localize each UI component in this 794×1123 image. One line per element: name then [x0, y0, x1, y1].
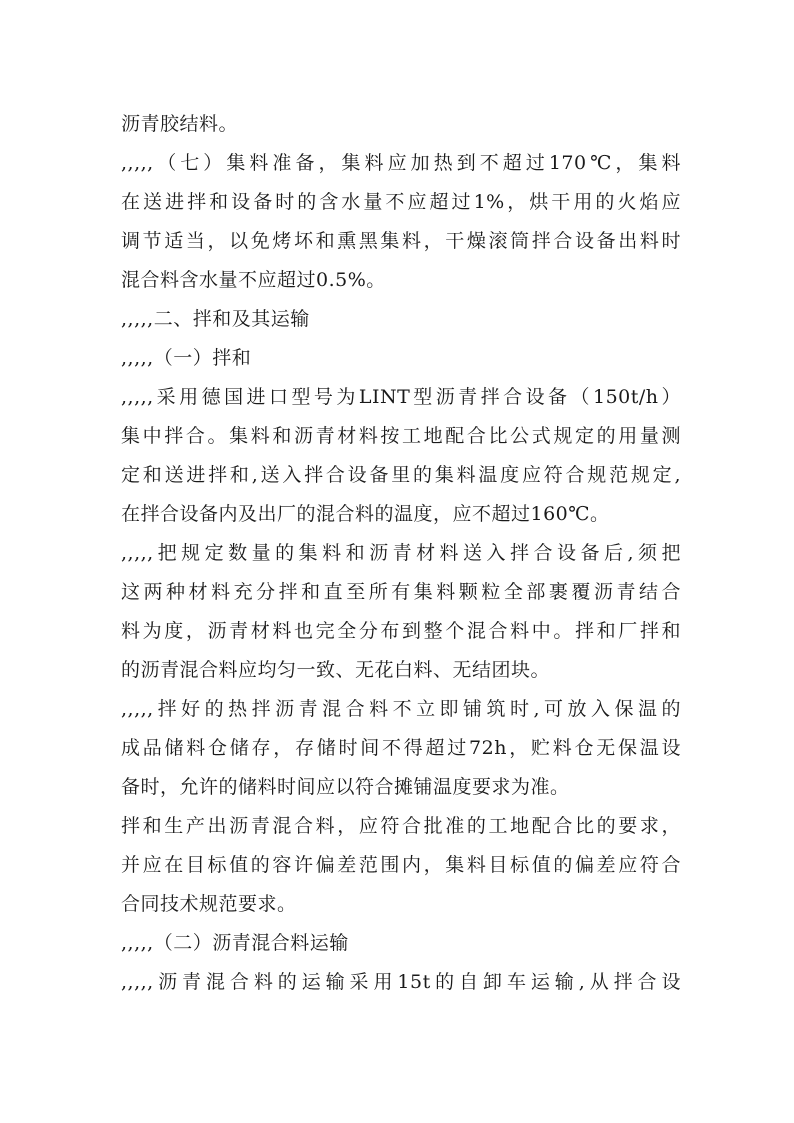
text-line: 合同技术规范要求。 [121, 893, 297, 915]
text-line: 料为度，沥青材料也完全分布到整个混合料中。拌和厂拌和 [121, 620, 681, 642]
text-line: 在送进拌和设备时的含水量不应超过1%，烘干用的火焰应 [121, 191, 681, 213]
text-line: 这两种材料充分拌和直至所有集料颗粒全部裹覆沥青结合 [121, 581, 681, 603]
text-line: 拌和生产出沥青混合料，应符合批准的工地配合比的要求， [121, 815, 681, 837]
text-line: ,,,,,采用德国进口型号为LINT型沥青拌合设备（150t/h） [121, 386, 681, 408]
text-line: ,,,,,把规定数量的集料和沥青材料送入拌合设备后,须把 [121, 542, 681, 564]
text-line: 定和送进拌和,送入拌合设备里的集料温度应符合规范规定, [121, 464, 681, 486]
text-line: 成品储料仓储存，存储时间不得超过72h，贮料仓无保温设 [121, 737, 681, 759]
text-line: ,,,,,拌好的热拌沥青混合料不立即铺筑时,可放入保温的 [121, 698, 681, 720]
text-line: 并应在目标值的容许偏差范围内，集料目标值的偏差应符合 [121, 854, 681, 876]
section-heading: ,,,,,二、拌和及其运输 [121, 308, 310, 330]
text-line: 的沥青混合料应均匀一致、无花白料、无结团块。 [121, 659, 551, 681]
text-line: 调节适当，以免烤坏和熏黑集料，干燥滚筒拌合设备出料时 [121, 230, 681, 252]
text-line: ,,,,,（七）集料准备，集料应加热到不超过170℃，集料 [121, 152, 681, 174]
subsection-heading: ,,,,,（二）沥青混合料运输 [121, 932, 349, 954]
text-line: 在拌合设备内及出厂的混合料的温度，应不超过160℃。 [121, 503, 610, 525]
text-line: 集中拌合。集料和沥青材料按工地配合比公式规定的用量测 [121, 425, 681, 447]
text-line: ,,,,,沥青混合料的运输采用15t的自卸车运输,从拌合设 [121, 971, 681, 993]
text-line: 混合料含水量不应超过0.5%。 [121, 269, 386, 291]
subsection-heading: ,,,,,（一）拌和 [121, 347, 252, 369]
text-line: 沥青胶结料。 [121, 113, 239, 135]
text-line: 备时，允许的储料时间应以符合摊铺温度要求为准。 [121, 776, 570, 798]
